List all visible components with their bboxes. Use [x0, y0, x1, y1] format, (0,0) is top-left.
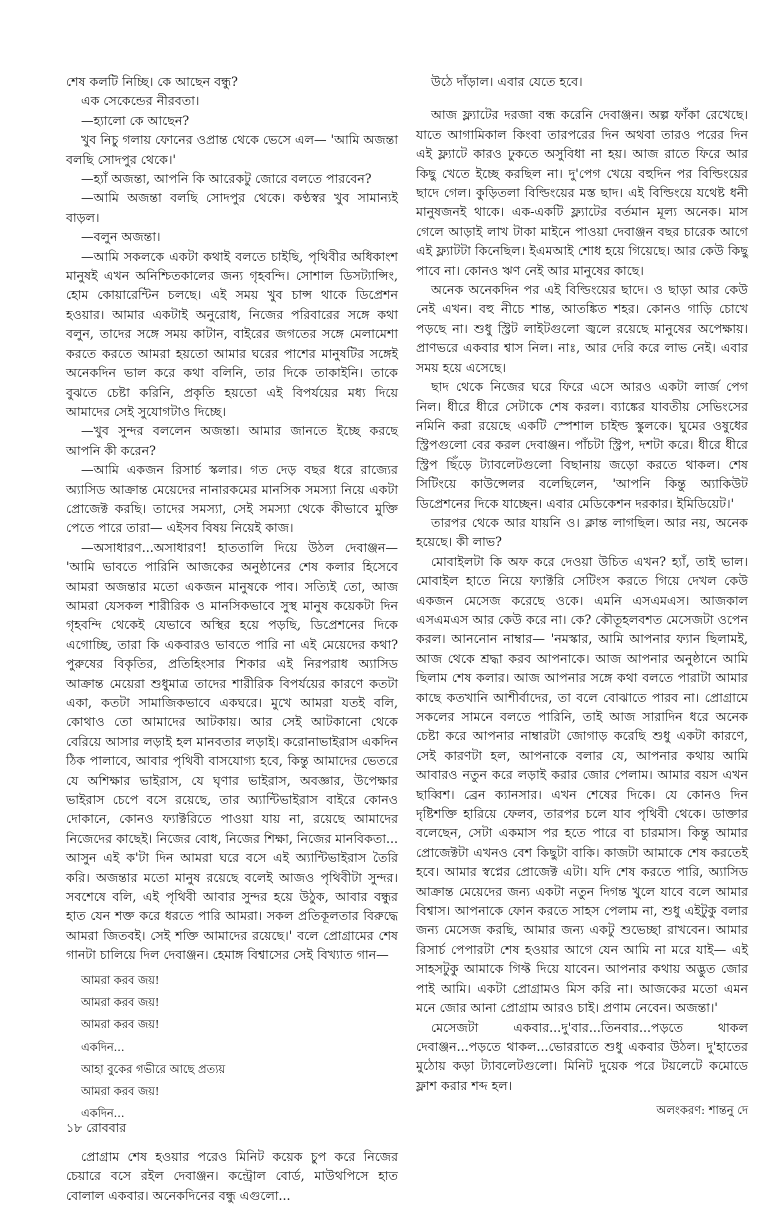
paragraph: এক সেকেন্ডের নীরবতা। [81, 93, 200, 109]
paragraph: খুব নিচু গলায় ফোনের ওপ্রান্ত থেকে ভেসে এল— 'আমি অজন্তা বলছি সোদপুর থেকে।' [66, 132, 398, 167]
right-column [416, 72, 748, 1121]
paragraph: —হ্যাঁ অজন্তা, আপনি কি আরেকটু জোরে বলতে পারবেন? [81, 171, 372, 187]
paragraph: —আমি অজন্তা বলছি সোদপুর থেকে। কণ্ঠস্বর খুব সামান্যই বাড়ল। [66, 190, 398, 225]
paragraph: —খুব সুন্দর বললেন অজন্তা। আমার জানতে ইচ্ছে করছে আপনি কী করেন? [66, 423, 398, 458]
paragraph: অনেক অনেকদিন পর এই বিল্ডিংয়ের ছাদে। ও ছাড়া আর কেউ নেই এখন। বহু নীচে শান্ত, আতঙ্কিত শহর। কোনও গাড়ি চোখে পড়ছে না। শুধু স্ট্রিট লাইটগুলো জ্বলে রয়েছে মানুষের অপেক্ষায়। প্রাণভরে একবার শ্বাস নিল। নাঃ, আর দেরি করে লাভ নেই। এবার সময় হয়ে এসেছে। [416, 282, 748, 375]
page-footer: ১৮ রোববার [66, 1120, 127, 1135]
song-line: আহা বুকের গভীরে আছে প্রত্যয় [81, 1061, 226, 1076]
paragraph: —অসাধারণ...অসাধারণ! হাততালি দিয়ে উঠল দেবাঞ্জন— 'আমি ভাবতে পারিনি আজকের অনুষ্ঠানের শেষ কলার হিসেবে আমরা অজন্তার মতো একজন মানুষকে পাব। সত্যিই তো, আজ আমরা যেসকল শারীরিক ও মানসিকভাবে সুস্থ মানুষ কয়েকটা দিন গৃহবন্দি থেকেই যেভাবে অস্থির হয়ে পড়ছি, ডিপ্রেশনের দিকে এগোচ্ছি, তারা কি একবারও ভাবতে পারি না এই মেয়েদের কথা? পুরুষের বিকৃতির, প্রতিহিংসার শিকার এই নিরপরাধ অ্যাসিড আক্রান্ত মেয়েরা শুধুমাত্র তাদের শারীরিক বিপর্যয়ের কারণে কতটা একা, কতটা সামাজিকভাবে একঘরে। মুখে আমরা যতই বলি, কোথাও তো আমাদের আটকায়। আর সেই আটকানো থেকে বেরিয়ে আসার লড়াই হল মানবতার লড়াই। করোনাভাইরাস একদিন ঠিক পালাবে, আবার পৃথিবী বাসযোগ্য হবে, কিন্তু আমাদের ভেতরে যে অশিক্ষার ভাইরাস, যে ঘৃণার ভাইরাস, অবজ্ঞার, উপেক্ষার ভাইরাস চেপে বসে রয়েছে, তার অ্যান্টিভাইরাস বাইরে কোনও দোকানে, কোনও ফ্যাক্টরিতে পাওয়া যায় না, রয়েছে আমাদের নিজেদের কাছেই। নিজের বোধ, নিজের শিক্ষা, নিজের মানবিকতা... আসুন এই ক'টা দিন আমরা ঘরে বসে এই অ্যান্টিভাইরাস তৈরি করি। অজন্তার মতো মানুষ রয়েছে বলেই আজও পৃথিবীটা সুন্দর। সবশেষে বলি, এই পৃথিবী আবার সুন্দর হয়ে উঠুক, আবার বন্ধুর হাত যেন শক্ত করে ধরতে পারি আমরা। সকল প্রতিকূলতার বিরুদ্ধে আমরা জিতবই। সেই শক্তি আমাদের রয়েছে।' বলে প্রোগ্রামের শেষ গানটা চালিয়ে দিল দেবাঞ্জন। হেমাঙ্গ বিশ্বাসের সেই বিখ্যাত গান— [66, 539, 398, 963]
paragraph: —আমি সকলকে একটা কথাই বলতে চাইছি, পৃথিবীর অধিকাংশ মানুষই এখন অনিশ্চিতকালের জন্য গৃহবন্দি। সোশাল ডিসট্যান্সিং, হোম কোয়ারেন্টিন চলছে। এই সময় খুব চান্স থাকে ডিপ্রেশন হওয়ার। আমার একটাই অনুরোধ, নিজের পরিবারের সঙ্গে কথা বলুন, তাদের সঙ্গে সময় কাটান, বাইরের জগতের সঙ্গে মেলামেশা করতে করতে আমরা হয়তো আমার ঘরের পাশের মানুষটির সঙ্গেই অনেকদিন ভাল করে কথা বলিনি, তার দিকে তাকাইনি। তাকে বুঝতে চেষ্টা করিনি, প্রকৃতি হয়তো এই বিপর্যয়ের মধ্য দিয়ে আমাদের সেই সুযোগটাও দিচ্ছে। [66, 248, 398, 419]
paragraph: মেসেজটা একবার...দু'বার...তিনবার...পড়তে থাকল দেবাঞ্জন...পড়তে থাকল...ভোররাতে শুধু একবার উঠল। দু'হাতের মুঠোয় কড়া ট্যাবলেটগুলো। মিনিট দুয়েক পরে টয়লেটে কমোডে ফ্লাশ করার শব্দ হল। [416, 1019, 748, 1093]
song-line: একদিন... [81, 1106, 125, 1121]
paragraph: —হ্যালো কে আছেন? [81, 112, 190, 128]
song-line: একদিন... [81, 1039, 125, 1054]
song-line: আমরা করব জয়! [81, 972, 160, 987]
paragraph: শেষ কলটি নিচ্ছি। কে আছেন বন্ধু? [66, 74, 238, 89]
paragraph: মোবাইলটা কি অফ করে দেওয়া উচিত এখন? হ্যাঁ, তাই ভাল। মোবাইল হাতে নিয়ে ফ্যাক্টরি সেটিংস করতে গিয়ে দেখল কেউ একজন মেসেজ করেছে ওকে। এমনি এসএমএস। আজকাল এসএমএস আর কেউ করে না। কে? কৌতূহলবশত মেসেজটা ওপেন করল। আননোন নাম্বার— 'নমস্কার, আমি আপনার ফ্যান ছিলামই, আজ থেকে শ্রদ্ধা করব আপনাকে। আজ আপনার অনুষ্ঠানে আমি ছিলাম শেষ কলার। আজ আপনার সঙ্গে কথা বলতে পারাটা আমার কাছে কতখানি আশীর্বাদের, তা বলে বোঝাতে পারব না। প্রোগ্রামে সকলের সামনে বলতে পারিনি, তাই আজ সারাদিন ধরে অনেক চেষ্টা করে আপনার নাম্বারটা জোগাড় করেছি শুধু একটা কারণে, সেই কারণটা হল, আপনাকে বলার যে, আপনার কথায় আমি আবারও নতুন করে লড়াই করার জোর পেলাম। আমার বয়স এখন ছাব্বিশ। ব্রেন ক্যানসার। এখন শেষের দিকে। যে কোনও দিন দৃষ্টিশক্তি হারিয়ে ফেলব, তারপর চলে যাব পৃথিবী থেকে। ডাক্তার বলেছেন, সেটা একমাস পর হতে পারে বা চারমাস। কিন্তু আমার প্রোজেক্টটা এখনও বেশ কিছুটা বাকি। কাজটা আমাকে শেষ করতেই হবে। আমার স্বপ্নের প্রোজেক্ট এটা। যদি শেষ করতে পারি, অ্যাসিড আক্রান্ত মেয়েদের জন্য একটা নতুন দিগন্ত খুলে যাবে বলে আমার বিশ্বাস। আপনাকে ফোন করতে সাহস পেলাম না, শুধু এইটুকু বলার জন্য মেসেজ করছি, আমার জন্য একটু শুভেচ্ছা রাখবেন। আমার রিসার্চ পেপারটা শেষ হওয়ার আগে যেন আমি না মরে যাই— এই সাহসটুকু আমাকে গিফ্ট দিয়ে যাবেন। আপনার কথায় অদ্ভুত জোর পাই আমি। একটা প্রোগ্রামও মিস করি না। আজকের মতো এমন মনে জোর আনা প্রোগ্রাম আরও চাই। প্রণাম নেবেন। অজন্তা।' [416, 553, 748, 1016]
paragraph: —বলুন অজন্তা। [81, 229, 161, 245]
song-line: আমরা করব জয়! [81, 1017, 160, 1032]
song-lyrics [81, 969, 398, 1125]
left-column [66, 72, 398, 1205]
song-line: আমরা করব জয়! [81, 994, 160, 1009]
paragraph: তারপর থেকে আর যায়নি ও। ক্লান্ত লাগছিল। আর নয়, অনেক হয়েছে। কী লাভ? [416, 514, 748, 550]
paragraph: প্রোগ্রাম শেষ হওয়ার পরেও মিনিট কয়েক চুপ করে নিজের চেয়ারে বসে রইল দেবাঞ্জন। কন্ট্রোল বোর্ড, মাউথপিসে হাত বোলাল একবার। অনেকদিনের বন্ধু এগুলো... [66, 1148, 398, 1203]
paragraph: উঠে দাঁড়াল। এবার যেতে হবে। [431, 74, 583, 89]
paragraph: ছাদ থেকে নিজের ঘরে ফিরে এসে আরও একটা লার্জ পেগ নিল। ধীরে ধীরে সেটাকে শেষ করল। ব্যাঙ্কের যাবতীয় সেভিংসের নমিনি করা রয়েছে একটি স্পেশাল চাইল্ড স্কুলকে। ঘুমের ওষুধের স্ট্রিপগুলো বের করল দেবাঞ্জন। পাঁচটা স্ট্রিপ, দশটা করে। ধীরে ধীরে স্ট্রিপ ছিঁড়ে ট্যাবলেটগুলো বিছানায় জড়ো করতে থাকল। শেষ সিটিংয়ে কাউন্সেলর বলেছিলেন, 'আপনি কিন্তু অ্যাকিউট ডিপ্রেশনের দিকে যাচ্ছেন। এবার মেডিকেশন দরকার। ইমিডিয়েট।' [416, 379, 748, 511]
paragraph: —আমি একজন রিসার্চ স্কলার। গত দেড় বছর ধরে রাজ্যের অ্যাসিড আক্রান্ত মেয়েদের নানারকমের মানসিক সমস্যা নিয়ে একটা প্রোজেক্ট করছি। তাদের সমস্যা, সেই সমস্যা থেকে কীভাবে মুক্তি পেতে পারে তারা— এইসব বিষয় নিয়েই কাজ। [66, 462, 398, 536]
illustration-credit: অলংকরণ: শান্তনু দে [656, 1103, 748, 1118]
song-line: আমরা করব জয়! [81, 1084, 160, 1099]
paragraph: আজ ফ্ল্যাটের দরজা বন্ধ করেনি দেবাঞ্জন। অল্প ফাঁকা রেখেছে। যাতে আগামিকাল কিংবা তারপরের দিন অথবা তারও পরের দিন এই ফ্ল্যাটে কারও ঢুকতে অসুবিধা না হয়। আজ রাতে ফিরে আর কিছু খেতে ইচ্ছে করছিল না। দু'পেগ খেয়ে বহুদিন পর বিল্ডিংয়ের ছাদে গেল। কুড়িতলা বিল্ডিংয়ের মস্ত ছাদ। এই বিল্ডিংয়ে যথেষ্ট ধনী মানুষজনই থাকে। এক-একটি ফ্ল্যাটের বর্তমান মূল্য অনেক। মাস গেলে আড়াই লাখ টাকা মাইনে পাওয়া দেবাঞ্জন বছর চারেক আগে এই ফ্ল্যাটটা কিনেছিল। ইএমআই শোধ হয়ে গিয়েছে। আর কেউ কিছু পাবে না। কোনও ঋণ নেই আর মানুষের কাছে। [416, 107, 748, 278]
